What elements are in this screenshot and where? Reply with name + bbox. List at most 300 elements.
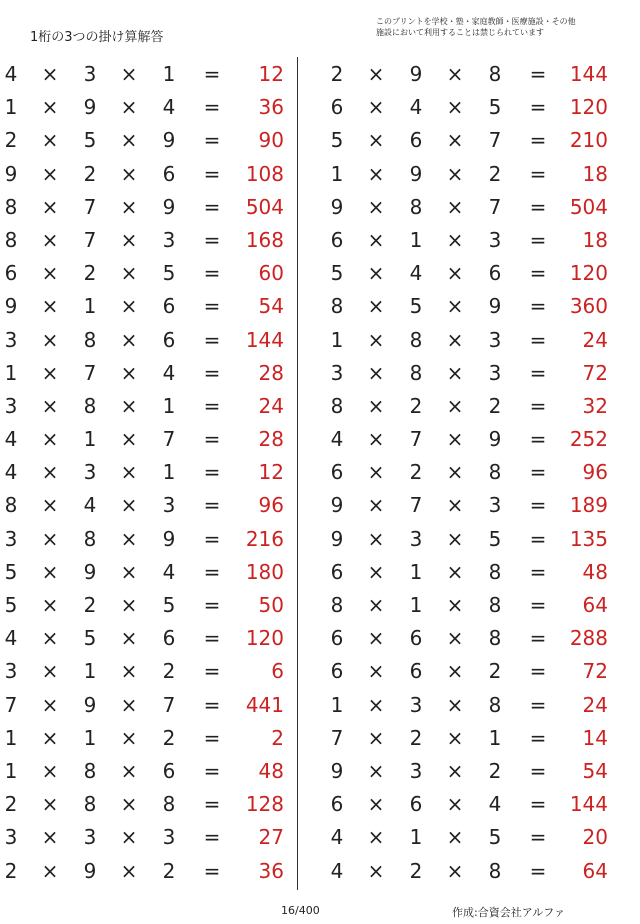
operand-a: 4	[330, 427, 344, 452]
operand-c: 7	[162, 692, 176, 717]
operand-b: 6	[409, 792, 423, 817]
operand-c: 1	[162, 393, 176, 418]
problem-row	[326, 589, 626, 622]
problem-row	[326, 523, 626, 556]
operand-a: 5	[4, 593, 18, 617]
problem-row	[0, 622, 300, 655]
answer: 64	[582, 593, 608, 617]
equals-sign: =	[529, 626, 547, 651]
problem-row	[0, 655, 300, 688]
operand-c: 3	[488, 493, 502, 518]
equals-sign: =	[529, 393, 547, 418]
times-sign: ×	[446, 593, 464, 617]
answer: 12	[258, 62, 284, 86]
problem-row	[326, 655, 626, 688]
problem-row	[326, 456, 626, 489]
operand-b: 9	[409, 161, 423, 186]
equals-sign: =	[529, 825, 547, 850]
answer: 210	[569, 128, 608, 153]
times-sign: ×	[446, 626, 464, 651]
operand-b: 3	[83, 62, 97, 86]
times-sign: ×	[367, 128, 385, 153]
operand-c: 1	[162, 62, 176, 86]
problem-row	[0, 357, 300, 390]
operand-c: 4	[488, 792, 502, 817]
answer: 180	[245, 559, 284, 584]
operand-b: 7	[409, 493, 423, 518]
equals-sign: =	[529, 593, 547, 617]
operand-b: 9	[83, 858, 97, 883]
operand-b: 3	[83, 825, 97, 850]
operand-a: 1	[4, 360, 18, 385]
problem-row	[0, 257, 300, 290]
problem-row	[0, 855, 300, 888]
times-sign: ×	[120, 261, 138, 286]
operand-a: 5	[330, 128, 344, 153]
equals-sign: =	[203, 626, 221, 651]
times-sign: ×	[41, 161, 59, 186]
equals-sign: =	[203, 692, 221, 717]
times-sign: ×	[367, 593, 385, 617]
operand-b: 9	[409, 62, 423, 86]
operand-b: 1	[83, 725, 97, 750]
operand-b: 2	[409, 460, 423, 485]
operand-c: 3	[162, 825, 176, 850]
operand-a: 4	[4, 460, 18, 485]
right-problem-column	[326, 58, 626, 888]
times-sign: ×	[367, 227, 385, 252]
operand-c: 6	[162, 327, 176, 352]
answer: 54	[258, 294, 284, 319]
operand-c: 8	[488, 626, 502, 651]
equals-sign: =	[203, 593, 221, 617]
times-sign: ×	[120, 692, 138, 717]
operand-a: 9	[4, 161, 18, 186]
times-sign: ×	[120, 858, 138, 883]
answer: 144	[245, 327, 284, 352]
times-sign: ×	[367, 758, 385, 783]
operand-a: 9	[330, 758, 344, 783]
operand-b: 5	[83, 128, 97, 153]
times-sign: ×	[41, 194, 59, 219]
operand-b: 7	[409, 427, 423, 452]
equals-sign: =	[203, 194, 221, 219]
times-sign: ×	[41, 692, 59, 717]
problem-row	[0, 158, 300, 191]
times-sign: ×	[41, 626, 59, 651]
problem-row	[326, 855, 626, 888]
problem-row	[0, 324, 300, 357]
problem-row	[0, 456, 300, 489]
answer: 60	[258, 261, 284, 286]
equals-sign: =	[529, 493, 547, 518]
times-sign: ×	[120, 493, 138, 518]
times-sign: ×	[367, 559, 385, 584]
equals-sign: =	[529, 62, 547, 86]
problem-row	[326, 755, 626, 788]
operand-b: 3	[409, 692, 423, 717]
operand-c: 8	[488, 559, 502, 584]
answer: 36	[258, 858, 284, 883]
times-sign: ×	[41, 294, 59, 319]
operand-c: 8	[488, 62, 502, 86]
times-sign: ×	[41, 427, 59, 452]
operand-c: 5	[162, 593, 176, 617]
equals-sign: =	[529, 858, 547, 883]
operand-c: 4	[162, 95, 176, 120]
equals-sign: =	[203, 294, 221, 319]
equals-sign: =	[529, 460, 547, 485]
times-sign: ×	[41, 659, 59, 684]
equals-sign: =	[203, 526, 221, 551]
operand-a: 7	[330, 725, 344, 750]
times-sign: ×	[41, 825, 59, 850]
answer: 72	[582, 659, 608, 684]
times-sign: ×	[41, 725, 59, 750]
times-sign: ×	[120, 194, 138, 219]
operand-c: 8	[488, 460, 502, 485]
times-sign: ×	[367, 360, 385, 385]
author-credit: 作成:合資会社アルファ	[452, 906, 566, 919]
problem-row	[326, 821, 626, 854]
problem-row	[326, 556, 626, 589]
operand-a: 8	[330, 393, 344, 418]
times-sign: ×	[446, 393, 464, 418]
operand-b: 2	[409, 393, 423, 418]
operand-c: 6	[162, 626, 176, 651]
operand-c: 8	[488, 858, 502, 883]
operand-c: 2	[488, 758, 502, 783]
answer: 216	[245, 526, 284, 551]
operand-b: 6	[409, 626, 423, 651]
operand-b: 2	[83, 261, 97, 286]
problem-row	[0, 788, 300, 821]
operand-b: 1	[83, 659, 97, 684]
problem-row	[0, 755, 300, 788]
equals-sign: =	[529, 95, 547, 120]
operand-c: 3	[488, 227, 502, 252]
answer: 120	[245, 626, 284, 651]
equals-sign: =	[203, 360, 221, 385]
problem-row	[326, 91, 626, 124]
operand-a: 8	[4, 227, 18, 252]
operand-b: 3	[83, 460, 97, 485]
operand-a: 4	[330, 858, 344, 883]
times-sign: ×	[446, 758, 464, 783]
operand-a: 8	[4, 493, 18, 518]
times-sign: ×	[446, 692, 464, 717]
operand-b: 4	[409, 95, 423, 120]
equals-sign: =	[203, 261, 221, 286]
answer: 441	[245, 692, 284, 717]
operand-b: 9	[83, 559, 97, 584]
answer: 28	[258, 427, 284, 452]
operand-c: 3	[488, 327, 502, 352]
answer: 144	[569, 792, 608, 817]
operand-c: 3	[162, 227, 176, 252]
times-sign: ×	[446, 858, 464, 883]
operand-b: 5	[83, 626, 97, 651]
equals-sign: =	[203, 128, 221, 153]
times-sign: ×	[367, 692, 385, 717]
equals-sign: =	[529, 294, 547, 319]
operand-c: 9	[162, 194, 176, 219]
operand-b: 8	[409, 327, 423, 352]
equals-sign: =	[203, 825, 221, 850]
times-sign: ×	[367, 294, 385, 319]
problem-row	[326, 390, 626, 423]
times-sign: ×	[367, 95, 385, 120]
operand-c: 9	[162, 128, 176, 153]
answer: 504	[245, 194, 284, 219]
operand-c: 6	[162, 161, 176, 186]
operand-c: 4	[162, 360, 176, 385]
operand-a: 5	[330, 261, 344, 286]
times-sign: ×	[41, 128, 59, 153]
operand-a: 9	[4, 294, 18, 319]
operand-a: 1	[330, 692, 344, 717]
equals-sign: =	[529, 725, 547, 750]
operand-b: 8	[83, 327, 97, 352]
answer: 48	[258, 758, 284, 783]
operand-a: 2	[4, 128, 18, 153]
times-sign: ×	[367, 327, 385, 352]
answer: 64	[582, 858, 608, 883]
operand-a: 3	[4, 393, 18, 418]
answer: 120	[569, 261, 608, 286]
times-sign: ×	[120, 758, 138, 783]
problem-row	[0, 124, 300, 157]
problem-row	[326, 290, 626, 323]
operand-b: 2	[409, 725, 423, 750]
times-sign: ×	[446, 227, 464, 252]
operand-b: 6	[409, 128, 423, 153]
usage-notice	[376, 16, 576, 38]
times-sign: ×	[446, 161, 464, 186]
answer: 18	[582, 161, 608, 186]
times-sign: ×	[120, 62, 138, 86]
operand-c: 5	[488, 825, 502, 850]
operand-a: 9	[330, 194, 344, 219]
operand-a: 3	[4, 526, 18, 551]
operand-b: 1	[409, 825, 423, 850]
problem-row	[0, 589, 300, 622]
operand-b: 8	[83, 792, 97, 817]
operand-a: 5	[4, 559, 18, 584]
times-sign: ×	[120, 327, 138, 352]
operand-b: 2	[409, 858, 423, 883]
times-sign: ×	[367, 261, 385, 286]
times-sign: ×	[41, 758, 59, 783]
times-sign: ×	[120, 128, 138, 153]
times-sign: ×	[41, 227, 59, 252]
answer: 54	[582, 758, 608, 783]
times-sign: ×	[446, 526, 464, 551]
times-sign: ×	[120, 593, 138, 617]
operand-a: 9	[330, 526, 344, 551]
operand-c: 9	[488, 294, 502, 319]
equals-sign: =	[203, 161, 221, 186]
problem-row	[326, 357, 626, 390]
times-sign: ×	[41, 559, 59, 584]
answer: 32	[582, 393, 608, 418]
operand-a: 7	[4, 692, 18, 717]
equals-sign: =	[203, 725, 221, 750]
problem-row	[0, 556, 300, 589]
times-sign: ×	[120, 360, 138, 385]
operand-c: 7	[162, 427, 176, 452]
equals-sign: =	[529, 427, 547, 452]
operand-c: 2	[488, 659, 502, 684]
operand-c: 2	[162, 725, 176, 750]
times-sign: ×	[120, 725, 138, 750]
answer: 168	[245, 227, 284, 252]
operand-c: 7	[488, 128, 502, 153]
problem-row	[326, 423, 626, 456]
problem-row	[326, 224, 626, 257]
operand-a: 1	[4, 725, 18, 750]
equals-sign: =	[203, 95, 221, 120]
times-sign: ×	[367, 858, 385, 883]
operand-a: 6	[4, 261, 18, 286]
equals-sign: =	[203, 327, 221, 352]
times-sign: ×	[41, 792, 59, 817]
problem-row	[0, 523, 300, 556]
times-sign: ×	[367, 62, 385, 86]
times-sign: ×	[120, 626, 138, 651]
operand-a: 9	[330, 493, 344, 518]
operand-a: 6	[330, 659, 344, 684]
operand-c: 6	[488, 261, 502, 286]
answer: 27	[258, 825, 284, 850]
operand-b: 8	[83, 758, 97, 783]
operand-a: 3	[4, 327, 18, 352]
equals-sign: =	[529, 559, 547, 584]
times-sign: ×	[367, 427, 385, 452]
answer: 50	[258, 593, 284, 617]
equals-sign: =	[529, 128, 547, 153]
problem-row	[326, 489, 626, 522]
answer: 144	[569, 62, 608, 86]
operand-c: 5	[162, 261, 176, 286]
operand-b: 3	[409, 526, 423, 551]
times-sign: ×	[446, 95, 464, 120]
operand-b: 8	[409, 194, 423, 219]
operand-c: 6	[162, 758, 176, 783]
equals-sign: =	[529, 227, 547, 252]
times-sign: ×	[446, 792, 464, 817]
operand-c: 6	[162, 294, 176, 319]
operand-c: 2	[488, 393, 502, 418]
times-sign: ×	[41, 593, 59, 617]
equals-sign: =	[529, 792, 547, 817]
operand-c: 8	[162, 792, 176, 817]
equals-sign: =	[203, 227, 221, 252]
answer: 24	[258, 393, 284, 418]
times-sign: ×	[41, 526, 59, 551]
times-sign: ×	[120, 95, 138, 120]
times-sign: ×	[446, 825, 464, 850]
problem-row	[0, 489, 300, 522]
problem-row	[326, 58, 626, 91]
operand-a: 6	[330, 460, 344, 485]
answer: 135	[569, 526, 608, 551]
operand-c: 1	[488, 725, 502, 750]
times-sign: ×	[120, 659, 138, 684]
answer: 252	[569, 427, 608, 452]
answer: 90	[258, 128, 284, 153]
equals-sign: =	[529, 526, 547, 551]
operand-b: 1	[83, 427, 97, 452]
operand-c: 2	[488, 161, 502, 186]
problem-row	[326, 788, 626, 821]
times-sign: ×	[367, 659, 385, 684]
times-sign: ×	[41, 95, 59, 120]
times-sign: ×	[446, 427, 464, 452]
problem-row	[0, 224, 300, 257]
operand-a: 4	[4, 427, 18, 452]
operand-b: 7	[83, 194, 97, 219]
answer: 504	[569, 194, 608, 219]
operand-c: 9	[162, 526, 176, 551]
problem-row	[0, 722, 300, 755]
times-sign: ×	[367, 161, 385, 186]
answer: 24	[582, 327, 608, 352]
operand-b: 6	[409, 659, 423, 684]
operand-a: 1	[330, 161, 344, 186]
times-sign: ×	[120, 460, 138, 485]
operand-b: 3	[409, 758, 423, 783]
answer: 96	[582, 460, 608, 485]
equals-sign: =	[203, 393, 221, 418]
operand-a: 4	[330, 825, 344, 850]
operand-a: 8	[330, 593, 344, 617]
operand-c: 7	[488, 194, 502, 219]
operand-c: 5	[488, 95, 502, 120]
answer: 128	[245, 792, 284, 817]
times-sign: ×	[446, 460, 464, 485]
operand-a: 2	[4, 858, 18, 883]
answer: 12	[258, 460, 284, 485]
page-number: 16/400	[281, 904, 320, 917]
equals-sign: =	[529, 194, 547, 219]
times-sign: ×	[41, 261, 59, 286]
operand-c: 2	[162, 659, 176, 684]
times-sign: ×	[41, 327, 59, 352]
answer: 20	[582, 825, 608, 850]
operand-a: 8	[330, 294, 344, 319]
operand-a: 6	[330, 95, 344, 120]
times-sign: ×	[41, 460, 59, 485]
operand-b: 8	[409, 360, 423, 385]
operand-a: 3	[4, 825, 18, 850]
problem-row	[326, 257, 626, 290]
times-sign: ×	[120, 792, 138, 817]
times-sign: ×	[367, 792, 385, 817]
operand-b: 1	[409, 593, 423, 617]
times-sign: ×	[41, 62, 59, 86]
times-sign: ×	[446, 559, 464, 584]
operand-c: 4	[162, 559, 176, 584]
answer: 96	[258, 493, 284, 518]
times-sign: ×	[120, 227, 138, 252]
problem-row	[326, 158, 626, 191]
operand-b: 2	[83, 161, 97, 186]
problem-row	[0, 423, 300, 456]
times-sign: ×	[367, 526, 385, 551]
operand-a: 6	[330, 792, 344, 817]
operand-b: 8	[83, 526, 97, 551]
